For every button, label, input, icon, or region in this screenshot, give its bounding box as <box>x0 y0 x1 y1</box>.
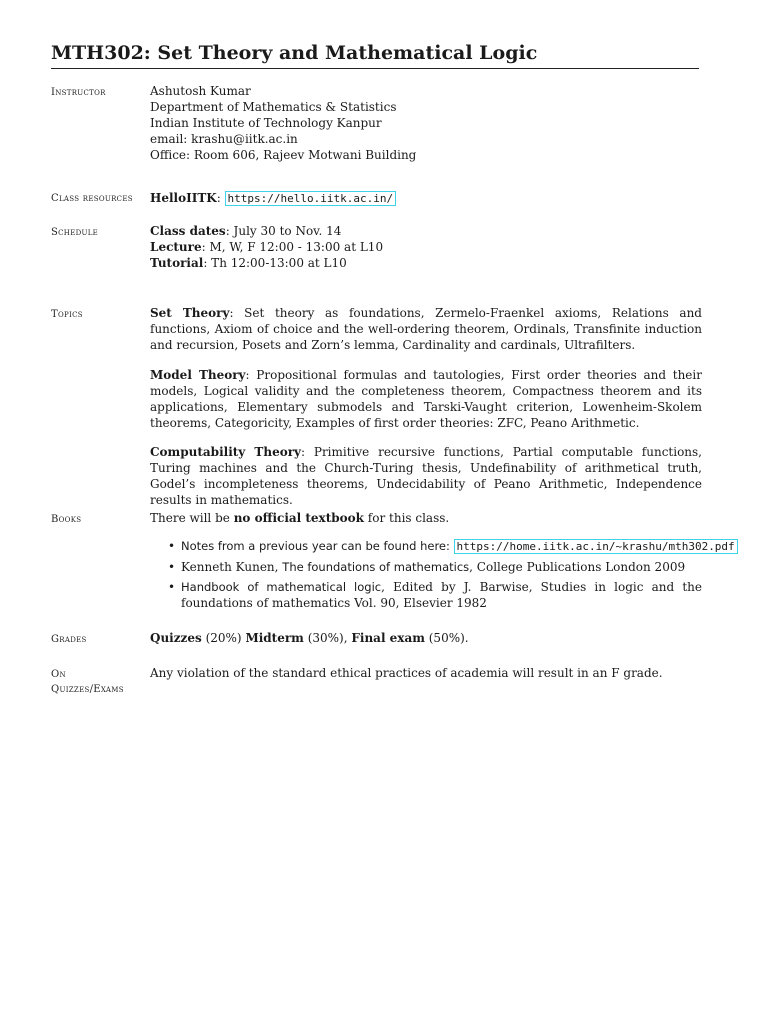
model-theory-text: : Propositional formulas and tautologies, First order theories and their models, Logical validity and the completeness theorem, Compactness theorem and its applications, Elementary submodels and Tarski-Vaught criterion, Lowenheim-Skolem theorems, Categoricity, Examples of first order theories: ZFC, Peano Arithmetic. <box>150 368 702 430</box>
topic-model-theory <box>150 367 702 431</box>
set-theory-label: Set Theory <box>150 306 230 320</box>
midterm-pct: (30%), <box>303 631 352 645</box>
kunen-author: Kenneth Kunen, <box>181 560 283 574</box>
kunen-title: The foundations of mathematics <box>282 560 470 574</box>
resources-block <box>150 190 702 207</box>
books-intro-post: for this class. <box>363 511 450 525</box>
book-item-notes <box>150 538 735 555</box>
resources-sep: : <box>216 191 225 205</box>
exams-label-line1: On <box>51 669 66 680</box>
computability-theory-text: : Primitive recursive functions, Partial computable functions, Turing machines and the Church-Turing thesis, Undefinability of arithmetical truth, Godel’s incompleteness theorems, Undecidability of Peano Arithmetic, Independence results in mathematics. <box>150 445 702 507</box>
tutorial-label: Tutorial <box>150 256 204 270</box>
books-intro-pre: There will be <box>150 511 234 525</box>
hello-iitk-link[interactable]: https://hello.iitk.ac.in/ <box>225 191 397 206</box>
quizzes-label: Quizzes <box>150 631 202 645</box>
books-list <box>150 538 735 615</box>
topic-set-theory <box>150 305 702 353</box>
final-exam-label: Final exam <box>351 631 425 645</box>
instructor-name: Ashutosh Kumar <box>150 84 251 98</box>
instructor-institute: Indian Institute of Technology Kanpur <box>150 116 382 130</box>
lecture-label: Lecture <box>150 240 202 254</box>
final-exam-pct: (50%). <box>424 631 469 645</box>
book-item-kunen <box>150 559 702 575</box>
model-theory-label: Model Theory <box>150 368 246 382</box>
instructor-block <box>150 83 702 163</box>
page-title: MTH302: Set Theory and Mathematical Logic <box>51 42 538 64</box>
lecture-time <box>150 239 702 255</box>
instructor-email: email: krashu@iitk.ac.in <box>150 132 298 146</box>
resources-name: HelloIITK <box>150 191 217 205</box>
topic-computability-theory <box>150 444 702 508</box>
tutorial-value: : Th 12:00-13:00 at L10 <box>203 256 347 270</box>
books-intro-bold: no official textbook <box>233 511 364 525</box>
lecture-value: : M, W, F 12:00 - 13:00 at L10 <box>201 240 384 254</box>
instructor-office: Office: Room 606, Rajeev Motwani Building <box>150 148 417 162</box>
book-item-handbook <box>150 579 702 611</box>
schedule-label: Schedule <box>51 227 99 238</box>
set-theory-text: : Set theory as foundations, Zermelo-Fraenkel axioms, Relations and functions, Axiom of choice and the well-ordering theorem, Ordinals, Transfinite induction and recursion, Posets and Zorn’s lemma, Cardinality and cardinals, Ultrafilters. <box>150 306 702 352</box>
resources-label: Class resources <box>51 193 133 204</box>
notes-pdf-link[interactable]: https://home.iitk.ac.in/~krashu/mth302.pdf <box>454 539 738 554</box>
tutorial-time <box>150 255 702 271</box>
grades-label: Grades <box>51 634 87 645</box>
handbook-rest: , Edited by J. Barwise, Studies in logic and the foundations of mathematics Vol. 90, Elsevier 1982 <box>181 580 702 610</box>
exams-policy: Any violation of the standard ethical practices of academia will result in an F grade. <box>150 666 663 680</box>
class-dates-label: Class dates <box>150 224 226 238</box>
midterm-label: Midterm <box>245 631 304 645</box>
kunen-rest: , College Publications London 2009 <box>469 560 686 574</box>
class-dates-value: : July 30 to Nov. 14 <box>225 224 342 238</box>
quizzes-pct: (20%) <box>201 631 246 645</box>
schedule-block <box>150 223 702 271</box>
instructor-label: Instructor <box>51 87 106 98</box>
handbook-title: Handbook of mathematical logic <box>181 580 382 594</box>
class-dates <box>150 223 702 239</box>
notes-text: Notes from a previous year can be found here: <box>181 539 454 553</box>
books-label: Books <box>51 514 82 525</box>
grades-block <box>150 630 702 646</box>
title-rule <box>51 68 699 69</box>
topics-label: Topics <box>51 309 83 320</box>
computability-theory-label: Computability Theory <box>150 445 302 459</box>
exams-label-line2: Quizzes/Exams <box>51 684 124 695</box>
instructor-department: Department of Mathematics & Statistics <box>150 100 397 114</box>
books-intro <box>150 510 702 526</box>
exams-label <box>51 667 124 697</box>
